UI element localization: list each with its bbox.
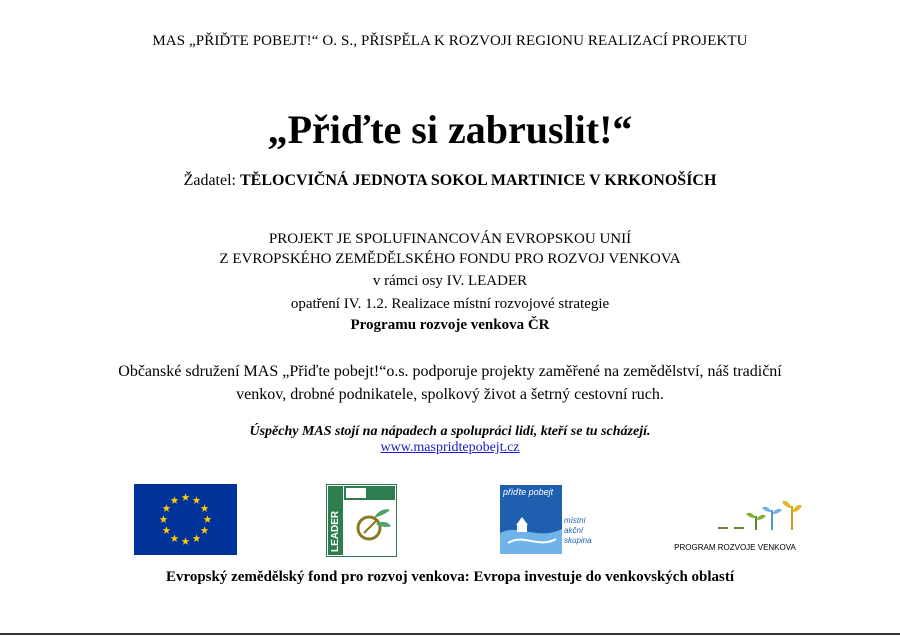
project-title: „Přiďte si zabruslit!“ bbox=[267, 107, 633, 152]
description-line-2: venkov, drobné podnikatele, spolkový život a šetrný cestovní ruch. bbox=[236, 386, 664, 403]
funding-line-1: PROJEKT JE SPOLUFINANCOVÁN EVROPSKOU UNIÍ bbox=[268, 231, 632, 247]
mas-logo-line-3: skupina bbox=[564, 536, 592, 545]
mas-logo-icon bbox=[498, 483, 600, 556]
funding-line-3: v rámci osy IV. LEADER bbox=[372, 273, 528, 289]
motto: Úspěchy MAS stojí na nápadech a spolupráci lidí, kteří se tu scházejí. bbox=[249, 424, 651, 439]
prv-logo bbox=[660, 496, 810, 558]
eu-flag-logo bbox=[134, 484, 237, 555]
header-text: MAS „PŘIĎTE POBEJT!“ O. S., PŘISPĚLA K ROZVOJI REGIONU REALIZACÍ PROJEKTU bbox=[152, 33, 748, 49]
website-link[interactable]: www.maspridtepobejt.cz bbox=[380, 440, 520, 455]
mas-logo-title: přiďte pobejt bbox=[503, 487, 554, 497]
prv-plants-icon bbox=[660, 496, 810, 558]
applicant-name: TĚLOCVIČNÁ JEDNOTA SOKOL MARTINICE V KRKONOŠÍCH bbox=[240, 172, 717, 189]
prv-logo-text: PROGRAM ROZVOJE VENKOVA bbox=[674, 543, 796, 552]
mas-logo-line-2: akční bbox=[564, 526, 584, 535]
applicant-line bbox=[0, 172, 900, 190]
leader-logo bbox=[326, 484, 397, 557]
funding-line-4: opatření IV. 1.2. Realizace místní rozvojové strategie bbox=[290, 296, 610, 312]
funding-line-2: Z EVROPSKÉHO ZEMĚDĚLSKÉHO FONDU PRO ROZVOJ VENKOVA bbox=[219, 251, 681, 267]
applicant-label: Žadatel: bbox=[183, 172, 236, 189]
funding-line-5: Programu rozvoje venkova ČR bbox=[350, 317, 550, 333]
mas-logo-line-1: místní bbox=[564, 516, 586, 525]
eu-flag-icon bbox=[134, 484, 237, 555]
leader-emblem-icon bbox=[326, 484, 397, 557]
mas-logo bbox=[498, 483, 600, 556]
description-line-1: Občanské sdružení MAS „Přiďte pobejt!“o.s. podporuje projekty zaměřené na zemědělství, náš tradiční bbox=[118, 363, 782, 380]
website-line bbox=[0, 440, 900, 456]
bottom-divider bbox=[0, 633, 900, 635]
leader-logo-text: LEADER bbox=[330, 510, 341, 552]
footer-text: Evropský zemědělský fond pro rozvoj venkova: Evropa investuje do venkovských oblastí bbox=[165, 569, 735, 585]
